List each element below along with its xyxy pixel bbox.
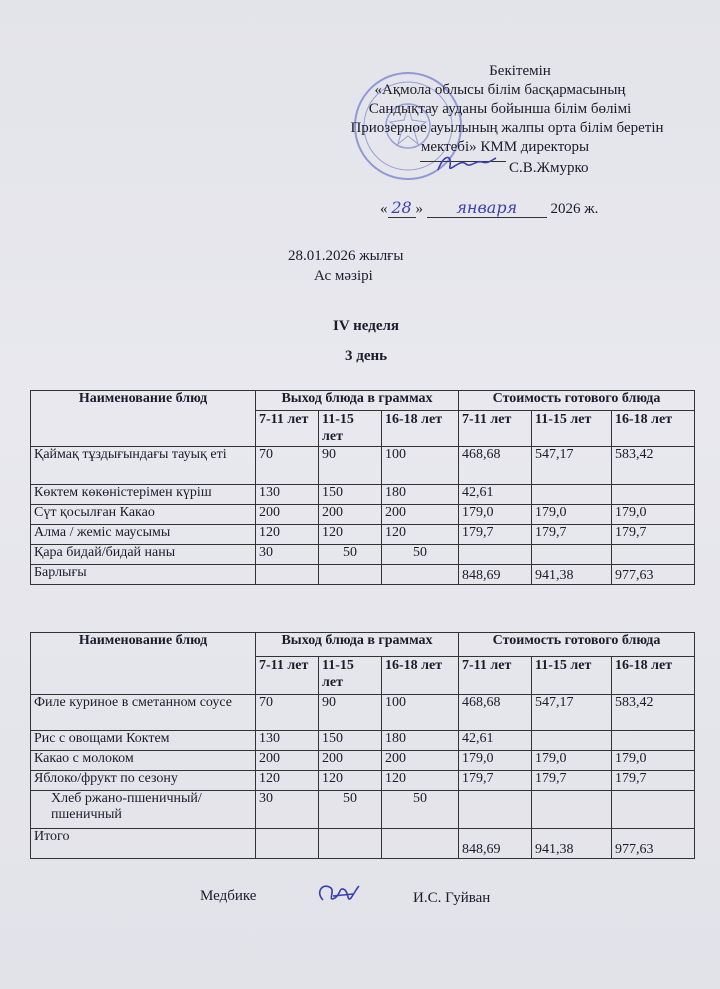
dish-name: Какао с молоком: [31, 751, 256, 771]
age-header: 16-18 лет: [382, 411, 459, 447]
cost-cell: 42,61: [459, 731, 532, 751]
total-label: Барлығы: [31, 565, 256, 585]
grams-cell: 70: [256, 447, 319, 485]
cost-cell: [612, 545, 695, 565]
dish-name: Қаймақ тұздығындағы тауық еті: [31, 447, 256, 485]
grams-cell: 120: [382, 525, 459, 545]
table-row: [31, 751, 695, 771]
col-header-output: Выход блюда в граммах: [256, 633, 459, 657]
age-header: 16-18 лет: [612, 411, 695, 447]
total-row: [31, 829, 695, 859]
cost-cell: 42,61: [459, 485, 532, 505]
cost-cell: [612, 791, 695, 829]
cost-cell: [532, 791, 612, 829]
cost-cell: 179,7: [532, 525, 612, 545]
cost-cell: [532, 545, 612, 565]
grams-cell: 200: [382, 751, 459, 771]
approval-date-day: 28: [388, 198, 416, 218]
grams-cell: 130: [256, 731, 319, 751]
director-signature: [430, 150, 500, 178]
grams-cell: 180: [382, 485, 459, 505]
menu-table-russian: [30, 632, 695, 859]
grams-cell: 90: [319, 695, 382, 731]
age-header: 7-11 лет: [256, 411, 319, 447]
nurse-signature: [313, 878, 363, 912]
dish-name: Хлеб ржано-пшеничный/пшеничный: [31, 791, 256, 829]
approval-line: Бекітемін: [489, 63, 551, 79]
menu-table-kazakh: [30, 390, 695, 585]
age-header: 16-18 лет: [612, 657, 695, 695]
cost-cell: 179,0: [459, 505, 532, 525]
col-header-name: Наименование блюд: [31, 391, 256, 447]
table-row: [31, 545, 695, 565]
grams-cell: 50: [382, 791, 459, 829]
dish-name: Яблоко/фрукт по сезону: [31, 771, 256, 791]
total-row: [31, 565, 695, 585]
total-cost: 977,63: [612, 829, 695, 859]
cost-cell: [459, 791, 532, 829]
col-header-output: Выход блюда в граммах: [256, 391, 459, 411]
dish-name: Рис с овощами Коктем: [31, 731, 256, 751]
cost-cell: 547,17: [532, 695, 612, 731]
col-header-name: Наименование блюд: [31, 633, 256, 695]
dish-name: Филе куриное в сметанном соусе: [31, 695, 256, 731]
cost-cell: [612, 731, 695, 751]
total-cost: 941,38: [532, 565, 612, 585]
grams-cell: 120: [319, 525, 382, 545]
table-row: [31, 731, 695, 751]
approval-date-month: января: [427, 198, 547, 218]
cost-cell: 468,68: [459, 695, 532, 731]
grams-cell: 200: [256, 505, 319, 525]
grams-cell: 70: [256, 695, 319, 731]
day-label: 3 день: [345, 348, 388, 364]
cost-cell: 179,0: [532, 751, 612, 771]
cost-cell: 179,0: [532, 505, 612, 525]
grams-cell: 120: [256, 525, 319, 545]
cost-cell: 179,7: [612, 771, 695, 791]
approval-line: Сандықтау ауданы бойынша білім бөлімі: [368, 101, 632, 117]
cost-cell: 179,0: [612, 505, 695, 525]
age-header: 7-11 лет: [459, 411, 532, 447]
cost-cell: [532, 485, 612, 505]
approval-line: мектебі» КММ директоры: [420, 139, 590, 155]
grams-cell: 180: [382, 731, 459, 751]
director-name: С.В.Жмурко: [509, 160, 589, 176]
menu-title: Ас мәзірі: [314, 268, 373, 284]
cost-cell: [612, 485, 695, 505]
table-row: [31, 447, 695, 485]
total-cost: 977,63: [612, 565, 695, 585]
grams-cell: 150: [319, 731, 382, 751]
total-cost: 941,38: [532, 829, 612, 859]
col-header-cost: Стоимость готового блюда: [459, 633, 695, 657]
age-header: 11-15 лет: [319, 411, 382, 447]
table-row: [31, 485, 695, 505]
approval-date: « 28 » января 2026 ж.: [380, 198, 599, 217]
nurse-name: И.С. Гуйван: [413, 890, 491, 906]
cost-cell: 468,68: [459, 447, 532, 485]
menu-date: 28.01.2026 жылғы: [288, 248, 404, 264]
grams-cell: 130: [256, 485, 319, 505]
grams-cell: 50: [382, 545, 459, 565]
table-row: [31, 695, 695, 731]
cost-cell: 179,0: [612, 751, 695, 771]
total-cost: 848,69: [459, 565, 532, 585]
cost-cell: [532, 731, 612, 751]
cost-cell: 583,42: [612, 447, 695, 485]
dish-name: Сүт қосылған Какао: [31, 505, 256, 525]
approval-line: Приозерное ауылының жалпы орта білім беретін: [350, 120, 664, 136]
grams-cell: 100: [382, 447, 459, 485]
grams-cell: 30: [256, 545, 319, 565]
dish-name: Қара бидай/бидай наны: [31, 545, 256, 565]
grams-cell: 200: [256, 751, 319, 771]
cost-cell: 547,17: [532, 447, 612, 485]
grams-cell: 50: [319, 791, 382, 829]
table-row: [31, 791, 695, 829]
table-row: [31, 505, 695, 525]
cost-cell: 179,7: [459, 525, 532, 545]
dish-name: Алма / жеміс маусымы: [31, 525, 256, 545]
grams-cell: 120: [319, 771, 382, 791]
cost-cell: 583,42: [612, 695, 695, 731]
grams-cell: 120: [382, 771, 459, 791]
age-header: 7-11 лет: [256, 657, 319, 695]
approval-date-year: 2026 ж.: [550, 201, 599, 217]
age-header: 11-15 лет: [532, 657, 612, 695]
age-header: 11-15 лет: [532, 411, 612, 447]
total-label: Итого: [31, 829, 256, 859]
cost-cell: 179,0: [459, 751, 532, 771]
grams-cell: 200: [319, 751, 382, 771]
col-header-cost: Стоимость готового блюда: [459, 391, 695, 411]
cost-cell: 179,7: [459, 771, 532, 791]
age-header: 7-11 лет: [459, 657, 532, 695]
approval-line: «Ақмола облысы білім басқармасының: [374, 82, 626, 98]
grams-cell: 90: [319, 447, 382, 485]
week-label: IV неделя: [333, 318, 400, 334]
grams-cell: 200: [319, 505, 382, 525]
grams-cell: 50: [319, 545, 382, 565]
total-cost: 848,69: [459, 829, 532, 859]
dish-name: Көктем көкөністерімен күріш: [31, 485, 256, 505]
age-header: 11-15 лет: [319, 657, 382, 695]
table-row: [31, 525, 695, 545]
grams-cell: 120: [256, 771, 319, 791]
cost-cell: 179,7: [532, 771, 612, 791]
table-row: [31, 771, 695, 791]
grams-cell: 200: [382, 505, 459, 525]
cost-cell: 179,7: [612, 525, 695, 545]
grams-cell: 100: [382, 695, 459, 731]
age-header: 16-18 лет: [382, 657, 459, 695]
nurse-label: Медбике: [200, 888, 257, 904]
cost-cell: [459, 545, 532, 565]
grams-cell: 150: [319, 485, 382, 505]
grams-cell: 30: [256, 791, 319, 829]
approval-block: [300, 62, 700, 157]
